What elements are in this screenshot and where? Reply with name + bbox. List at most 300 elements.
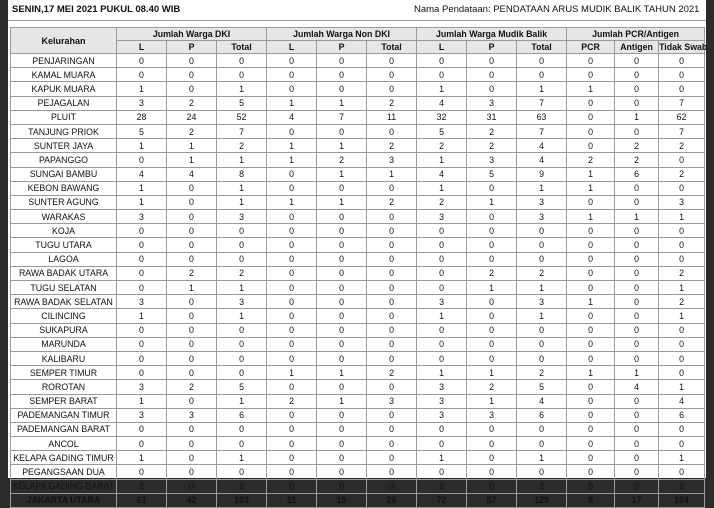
value-cell[interactable]: 5 <box>467 167 517 181</box>
value-cell[interactable]: 1 <box>167 281 217 295</box>
value-cell[interactable]: 0 <box>267 479 317 493</box>
value-cell[interactable]: 11 <box>267 493 317 507</box>
value-cell[interactable]: 0 <box>615 451 659 465</box>
value-cell[interactable]: 0 <box>267 252 317 266</box>
value-cell[interactable]: 0 <box>117 337 167 351</box>
value-cell[interactable]: 0 <box>117 224 167 238</box>
value-cell[interactable]: 3 <box>659 195 705 209</box>
value-cell[interactable]: 0 <box>217 422 267 436</box>
value-cell[interactable]: 2 <box>659 266 705 280</box>
value-cell[interactable]: 0 <box>417 337 467 351</box>
value-cell[interactable]: 0 <box>659 153 705 167</box>
value-cell[interactable]: 0 <box>615 437 659 451</box>
value-cell[interactable]: 0 <box>367 238 417 252</box>
value-cell[interactable]: 1 <box>417 82 467 96</box>
value-cell[interactable]: 0 <box>467 479 517 493</box>
value-cell[interactable]: 0 <box>217 54 267 68</box>
kelurahan-cell[interactable]: KALIBARU <box>11 351 117 365</box>
value-cell[interactable]: 0 <box>267 124 317 138</box>
value-cell[interactable]: 4 <box>517 394 567 408</box>
value-cell[interactable]: 0 <box>117 281 167 295</box>
value-cell[interactable]: 2 <box>659 167 705 181</box>
value-cell[interactable]: 0 <box>417 266 467 280</box>
value-cell[interactable]: 0 <box>517 224 567 238</box>
value-cell[interactable]: 0 <box>267 210 317 224</box>
value-cell[interactable]: 1 <box>317 394 367 408</box>
value-cell[interactable]: 0 <box>567 465 615 479</box>
value-cell[interactable]: 0 <box>567 380 615 394</box>
value-cell[interactable]: 0 <box>467 295 517 309</box>
value-cell[interactable]: 0 <box>417 465 467 479</box>
kelurahan-cell[interactable]: PLUIT <box>11 110 117 124</box>
kelurahan-cell[interactable]: JAKARTA UTARA <box>11 493 117 507</box>
value-cell[interactable]: 0 <box>167 479 217 493</box>
value-cell[interactable]: 0 <box>317 351 367 365</box>
value-cell[interactable]: 0 <box>367 422 417 436</box>
value-cell[interactable]: 7 <box>517 124 567 138</box>
value-cell[interactable]: 0 <box>217 252 267 266</box>
value-cell[interactable]: 0 <box>615 479 659 493</box>
value-cell[interactable]: 0 <box>367 181 417 195</box>
value-cell[interactable]: 0 <box>615 408 659 422</box>
value-cell[interactable]: 3 <box>117 96 167 110</box>
value-cell[interactable]: 0 <box>167 394 217 408</box>
value-cell[interactable]: 0 <box>615 337 659 351</box>
value-cell[interactable]: 0 <box>317 309 367 323</box>
value-cell[interactable]: 1 <box>517 309 567 323</box>
value-cell[interactable]: 42 <box>167 493 217 507</box>
value-cell[interactable]: 1 <box>615 110 659 124</box>
value-cell[interactable]: 62 <box>659 110 705 124</box>
value-cell[interactable]: 1 <box>417 181 467 195</box>
value-cell[interactable]: 0 <box>167 224 217 238</box>
value-cell[interactable]: 104 <box>659 493 705 507</box>
value-cell[interactable]: 0 <box>217 351 267 365</box>
value-cell[interactable]: 1 <box>317 195 367 209</box>
value-cell[interactable]: 3 <box>517 195 567 209</box>
value-cell[interactable]: 3 <box>417 408 467 422</box>
value-cell[interactable]: 0 <box>317 252 367 266</box>
kelurahan-cell[interactable]: CILINCING <box>11 309 117 323</box>
value-cell[interactable]: 0 <box>417 68 467 82</box>
value-cell[interactable]: 0 <box>217 366 267 380</box>
value-cell[interactable]: 0 <box>317 422 367 436</box>
value-cell[interactable]: 3 <box>517 210 567 224</box>
value-cell[interactable]: 1 <box>117 451 167 465</box>
value-cell[interactable]: 1 <box>317 96 367 110</box>
value-cell[interactable]: 0 <box>567 224 615 238</box>
value-cell[interactable]: 3 <box>417 380 467 394</box>
value-cell[interactable]: 103 <box>217 493 267 507</box>
kelurahan-cell[interactable]: PADEMANGAN TIMUR <box>11 408 117 422</box>
value-cell[interactable]: 52 <box>217 110 267 124</box>
value-cell[interactable]: 0 <box>217 323 267 337</box>
value-cell[interactable]: 2 <box>615 139 659 153</box>
value-cell[interactable]: 15 <box>317 493 367 507</box>
value-cell[interactable]: 11 <box>367 110 417 124</box>
value-cell[interactable]: 0 <box>317 181 367 195</box>
value-cell[interactable]: 0 <box>317 224 367 238</box>
value-cell[interactable]: 0 <box>567 110 615 124</box>
value-cell[interactable]: 0 <box>467 82 517 96</box>
value-cell[interactable]: 0 <box>467 252 517 266</box>
value-cell[interactable]: 0 <box>367 82 417 96</box>
value-cell[interactable]: 0 <box>117 437 167 451</box>
value-cell[interactable]: 0 <box>467 238 517 252</box>
value-cell[interactable]: 1 <box>117 181 167 195</box>
value-cell[interactable]: 1 <box>417 366 467 380</box>
value-cell[interactable]: 0 <box>467 351 517 365</box>
value-cell[interactable]: 3 <box>417 295 467 309</box>
value-cell[interactable]: 0 <box>267 408 317 422</box>
value-cell[interactable]: 0 <box>267 422 317 436</box>
value-cell[interactable]: 0 <box>267 337 317 351</box>
value-cell[interactable]: 0 <box>517 68 567 82</box>
value-cell[interactable]: 2 <box>167 380 217 394</box>
value-cell[interactable]: 1 <box>217 309 267 323</box>
value-cell[interactable]: 0 <box>417 252 467 266</box>
value-cell[interactable]: 5 <box>417 124 467 138</box>
value-cell[interactable]: 6 <box>217 408 267 422</box>
value-cell[interactable]: 1 <box>317 139 367 153</box>
value-cell[interactable]: 6 <box>517 408 567 422</box>
value-cell[interactable]: 0 <box>615 96 659 110</box>
value-cell[interactable]: 0 <box>117 54 167 68</box>
value-cell[interactable]: 1 <box>217 281 267 295</box>
value-cell[interactable]: 0 <box>615 252 659 266</box>
value-cell[interactable]: 0 <box>317 337 367 351</box>
value-cell[interactable]: 6 <box>615 167 659 181</box>
value-cell[interactable]: 0 <box>367 309 417 323</box>
value-cell[interactable]: 4 <box>167 167 217 181</box>
value-cell[interactable]: 0 <box>267 82 317 96</box>
value-cell[interactable]: 0 <box>317 380 367 394</box>
kelurahan-cell[interactable]: KEBON BAWANG <box>11 181 117 195</box>
value-cell[interactable]: 0 <box>317 238 367 252</box>
value-cell[interactable]: 0 <box>367 281 417 295</box>
value-cell[interactable]: 0 <box>417 351 467 365</box>
value-cell[interactable]: 57 <box>467 493 517 507</box>
value-cell[interactable]: 0 <box>267 181 317 195</box>
value-cell[interactable]: 2 <box>167 266 217 280</box>
value-cell[interactable]: 1 <box>567 366 615 380</box>
value-cell[interactable]: 1 <box>217 394 267 408</box>
value-cell[interactable]: 1 <box>659 309 705 323</box>
value-cell[interactable]: 0 <box>615 465 659 479</box>
kelurahan-cell[interactable]: TANJUNG PRIOK <box>11 124 117 138</box>
value-cell[interactable]: 0 <box>517 323 567 337</box>
value-cell[interactable]: 0 <box>467 465 517 479</box>
value-cell[interactable]: 1 <box>517 281 567 295</box>
value-cell[interactable]: 63 <box>517 110 567 124</box>
value-cell[interactable]: 0 <box>167 323 217 337</box>
value-cell[interactable]: 0 <box>615 323 659 337</box>
value-cell[interactable]: 5 <box>217 96 267 110</box>
value-cell[interactable]: 7 <box>317 110 367 124</box>
value-cell[interactable]: 0 <box>467 451 517 465</box>
value-cell[interactable]: 1 <box>417 451 467 465</box>
value-cell[interactable]: 3 <box>467 153 517 167</box>
value-cell[interactable]: 0 <box>167 337 217 351</box>
value-cell[interactable]: 0 <box>267 465 317 479</box>
value-cell[interactable]: 31 <box>467 110 517 124</box>
value-cell[interactable]: 0 <box>167 82 217 96</box>
value-cell[interactable]: 0 <box>567 422 615 436</box>
value-cell[interactable]: 0 <box>317 437 367 451</box>
value-cell[interactable]: 1 <box>517 451 567 465</box>
value-cell[interactable]: 3 <box>167 408 217 422</box>
value-cell[interactable]: 0 <box>615 124 659 138</box>
value-cell[interactable]: 3 <box>467 96 517 110</box>
value-cell[interactable]: 0 <box>417 281 467 295</box>
value-cell[interactable]: 2 <box>517 266 567 280</box>
value-cell[interactable]: 0 <box>517 465 567 479</box>
value-cell[interactable]: 0 <box>267 437 317 451</box>
value-cell[interactable]: 2 <box>117 479 167 493</box>
value-cell[interactable]: 0 <box>167 309 217 323</box>
value-cell[interactable]: 1 <box>417 309 467 323</box>
value-cell[interactable]: 0 <box>517 238 567 252</box>
kelurahan-cell[interactable]: SUNGAI BAMBU <box>11 167 117 181</box>
value-cell[interactable]: 0 <box>517 351 567 365</box>
value-cell[interactable]: 0 <box>417 422 467 436</box>
value-cell[interactable]: 1 <box>567 210 615 224</box>
value-cell[interactable]: 0 <box>615 351 659 365</box>
value-cell[interactable]: 1 <box>217 195 267 209</box>
value-cell[interactable]: 0 <box>317 82 367 96</box>
value-cell[interactable]: 0 <box>517 337 567 351</box>
kelurahan-cell[interactable]: MARUNDA <box>11 337 117 351</box>
value-cell[interactable]: 0 <box>317 124 367 138</box>
value-cell[interactable]: 0 <box>267 451 317 465</box>
value-cell[interactable]: 2 <box>467 380 517 394</box>
value-cell[interactable]: 0 <box>117 323 167 337</box>
value-cell[interactable]: 4 <box>267 110 317 124</box>
value-cell[interactable]: 0 <box>367 54 417 68</box>
value-cell[interactable]: 3 <box>217 210 267 224</box>
value-cell[interactable]: 0 <box>567 408 615 422</box>
value-cell[interactable]: 1 <box>217 82 267 96</box>
value-cell[interactable]: 1 <box>117 82 167 96</box>
value-cell[interactable]: 0 <box>267 68 317 82</box>
kelurahan-cell[interactable]: PEJAGALAN <box>11 96 117 110</box>
value-cell[interactable]: 5 <box>517 380 567 394</box>
value-cell[interactable]: 0 <box>615 281 659 295</box>
kelurahan-cell[interactable]: PENJARINGAN <box>11 54 117 68</box>
value-cell[interactable]: 3 <box>517 295 567 309</box>
value-cell[interactable]: 2 <box>167 96 217 110</box>
value-cell[interactable]: 2 <box>217 479 267 493</box>
value-cell[interactable]: 0 <box>117 153 167 167</box>
value-cell[interactable]: 7 <box>659 124 705 138</box>
value-cell[interactable]: 0 <box>517 252 567 266</box>
value-cell[interactable]: 0 <box>367 224 417 238</box>
value-cell[interactable]: 0 <box>317 479 367 493</box>
kelurahan-cell[interactable]: RAWA BADAK SELATAN <box>11 295 117 309</box>
value-cell[interactable]: 1 <box>659 210 705 224</box>
value-cell[interactable]: 0 <box>217 437 267 451</box>
value-cell[interactable]: 1 <box>615 366 659 380</box>
value-cell[interactable]: 2 <box>167 124 217 138</box>
value-cell[interactable]: 1 <box>217 153 267 167</box>
value-cell[interactable]: 28 <box>117 110 167 124</box>
value-cell[interactable]: 0 <box>117 465 167 479</box>
value-cell[interactable]: 0 <box>467 309 517 323</box>
value-cell[interactable]: 1 <box>267 96 317 110</box>
value-cell[interactable]: 1 <box>615 210 659 224</box>
value-cell[interactable]: 0 <box>615 422 659 436</box>
kelurahan-cell[interactable]: PAPANGGO <box>11 153 117 167</box>
value-cell[interactable]: 0 <box>467 437 517 451</box>
value-cell[interactable]: 0 <box>567 451 615 465</box>
value-cell[interactable]: 1 <box>267 195 317 209</box>
value-cell[interactable]: 0 <box>659 224 705 238</box>
value-cell[interactable]: 1 <box>467 195 517 209</box>
value-cell[interactable]: 1 <box>267 153 317 167</box>
value-cell[interactable]: 0 <box>267 54 317 68</box>
value-cell[interactable]: 0 <box>317 54 367 68</box>
value-cell[interactable]: 0 <box>467 54 517 68</box>
value-cell[interactable]: 0 <box>615 224 659 238</box>
value-cell[interactable]: 1 <box>317 366 367 380</box>
value-cell[interactable]: 0 <box>417 54 467 68</box>
value-cell[interactable]: 0 <box>267 380 317 394</box>
value-cell[interactable]: 3 <box>217 295 267 309</box>
value-cell[interactable]: 1 <box>567 181 615 195</box>
value-cell[interactable]: 2 <box>367 366 417 380</box>
value-cell[interactable]: 0 <box>217 68 267 82</box>
value-cell[interactable]: 2 <box>517 366 567 380</box>
value-cell[interactable]: 3 <box>117 295 167 309</box>
value-cell[interactable]: 1 <box>117 309 167 323</box>
value-cell[interactable]: 1 <box>467 366 517 380</box>
value-cell[interactable]: 0 <box>367 266 417 280</box>
kelurahan-cell[interactable]: SEMPER BARAT <box>11 394 117 408</box>
value-cell[interactable]: 4 <box>615 380 659 394</box>
value-cell[interactable]: 0 <box>267 266 317 280</box>
value-cell[interactable]: 0 <box>117 68 167 82</box>
value-cell[interactable]: 0 <box>467 422 517 436</box>
value-cell[interactable]: 0 <box>567 337 615 351</box>
value-cell[interactable]: 1 <box>267 366 317 380</box>
value-cell[interactable]: 0 <box>267 238 317 252</box>
value-cell[interactable]: 6 <box>659 408 705 422</box>
value-cell[interactable]: 0 <box>567 323 615 337</box>
kelurahan-cell[interactable]: WARAKAS <box>11 210 117 224</box>
value-cell[interactable]: 1 <box>467 394 517 408</box>
value-cell[interactable]: 1 <box>267 139 317 153</box>
kelurahan-cell[interactable]: ROROTAN <box>11 380 117 394</box>
value-cell[interactable]: 0 <box>567 238 615 252</box>
value-cell[interactable]: 26 <box>367 493 417 507</box>
value-cell[interactable]: 0 <box>615 195 659 209</box>
value-cell[interactable]: 2 <box>517 479 567 493</box>
value-cell[interactable]: 0 <box>659 82 705 96</box>
value-cell[interactable]: 0 <box>367 408 417 422</box>
value-cell[interactable]: 0 <box>467 210 517 224</box>
value-cell[interactable]: 2 <box>417 139 467 153</box>
value-cell[interactable]: 2 <box>659 139 705 153</box>
value-cell[interactable]: 0 <box>167 195 217 209</box>
value-cell[interactable]: 1 <box>167 139 217 153</box>
value-cell[interactable]: 4 <box>517 139 567 153</box>
value-cell[interactable]: 0 <box>567 309 615 323</box>
value-cell[interactable]: 0 <box>367 337 417 351</box>
value-cell[interactable]: 8 <box>217 167 267 181</box>
value-cell[interactable]: 1 <box>367 167 417 181</box>
value-cell[interactable]: 0 <box>659 323 705 337</box>
value-cell[interactable]: 1 <box>567 167 615 181</box>
value-cell[interactable]: 0 <box>167 295 217 309</box>
value-cell[interactable]: 1 <box>517 82 567 96</box>
value-cell[interactable]: 0 <box>317 266 367 280</box>
value-cell[interactable]: 7 <box>517 96 567 110</box>
value-cell[interactable]: 5 <box>217 380 267 394</box>
kelurahan-cell[interactable]: SUKAPURA <box>11 323 117 337</box>
value-cell[interactable]: 1 <box>567 295 615 309</box>
kelurahan-cell[interactable]: SUNTER AGUNG <box>11 195 117 209</box>
value-cell[interactable]: 0 <box>367 351 417 365</box>
value-cell[interactable]: 0 <box>317 465 367 479</box>
value-cell[interactable]: 0 <box>615 295 659 309</box>
value-cell[interactable]: 1 <box>417 153 467 167</box>
value-cell[interactable]: 2 <box>417 479 467 493</box>
kelurahan-cell[interactable]: KELAPA GADING TIMUR <box>11 451 117 465</box>
value-cell[interactable]: 0 <box>567 96 615 110</box>
value-cell[interactable]: 0 <box>367 451 417 465</box>
value-cell[interactable]: 0 <box>659 252 705 266</box>
value-cell[interactable]: 0 <box>659 437 705 451</box>
value-cell[interactable]: 0 <box>417 238 467 252</box>
value-cell[interactable]: 0 <box>659 465 705 479</box>
value-cell[interactable]: 0 <box>367 437 417 451</box>
value-cell[interactable]: 0 <box>167 437 217 451</box>
value-cell[interactable]: 2 <box>467 266 517 280</box>
value-cell[interactable]: 0 <box>267 167 317 181</box>
value-cell[interactable]: 0 <box>567 195 615 209</box>
value-cell[interactable]: 0 <box>367 252 417 266</box>
value-cell[interactable]: 3 <box>117 408 167 422</box>
value-cell[interactable]: 2 <box>217 139 267 153</box>
value-cell[interactable]: 2 <box>467 124 517 138</box>
value-cell[interactable]: 3 <box>117 380 167 394</box>
value-cell[interactable]: 1 <box>167 153 217 167</box>
value-cell[interactable]: 0 <box>167 238 217 252</box>
value-cell[interactable]: 0 <box>367 323 417 337</box>
value-cell[interactable]: 0 <box>117 238 167 252</box>
value-cell[interactable]: 0 <box>267 351 317 365</box>
value-cell[interactable]: 0 <box>567 139 615 153</box>
value-cell[interactable]: 1 <box>659 451 705 465</box>
value-cell[interactable]: 8 <box>567 493 615 507</box>
value-cell[interactable]: 0 <box>167 451 217 465</box>
value-cell[interactable]: 17 <box>615 493 659 507</box>
value-cell[interactable]: 3 <box>417 394 467 408</box>
value-cell[interactable]: 1 <box>117 394 167 408</box>
value-cell[interactable]: 0 <box>217 224 267 238</box>
value-cell[interactable]: 0 <box>615 181 659 195</box>
value-cell[interactable]: 0 <box>317 281 367 295</box>
value-cell[interactable]: 0 <box>417 437 467 451</box>
value-cell[interactable]: 0 <box>167 422 217 436</box>
value-cell[interactable]: 4 <box>417 167 467 181</box>
value-cell[interactable]: 0 <box>167 465 217 479</box>
value-cell[interactable]: 0 <box>517 437 567 451</box>
value-cell[interactable]: 0 <box>117 366 167 380</box>
value-cell[interactable]: 3 <box>467 408 517 422</box>
value-cell[interactable]: 0 <box>117 422 167 436</box>
value-cell[interactable]: 24 <box>167 110 217 124</box>
